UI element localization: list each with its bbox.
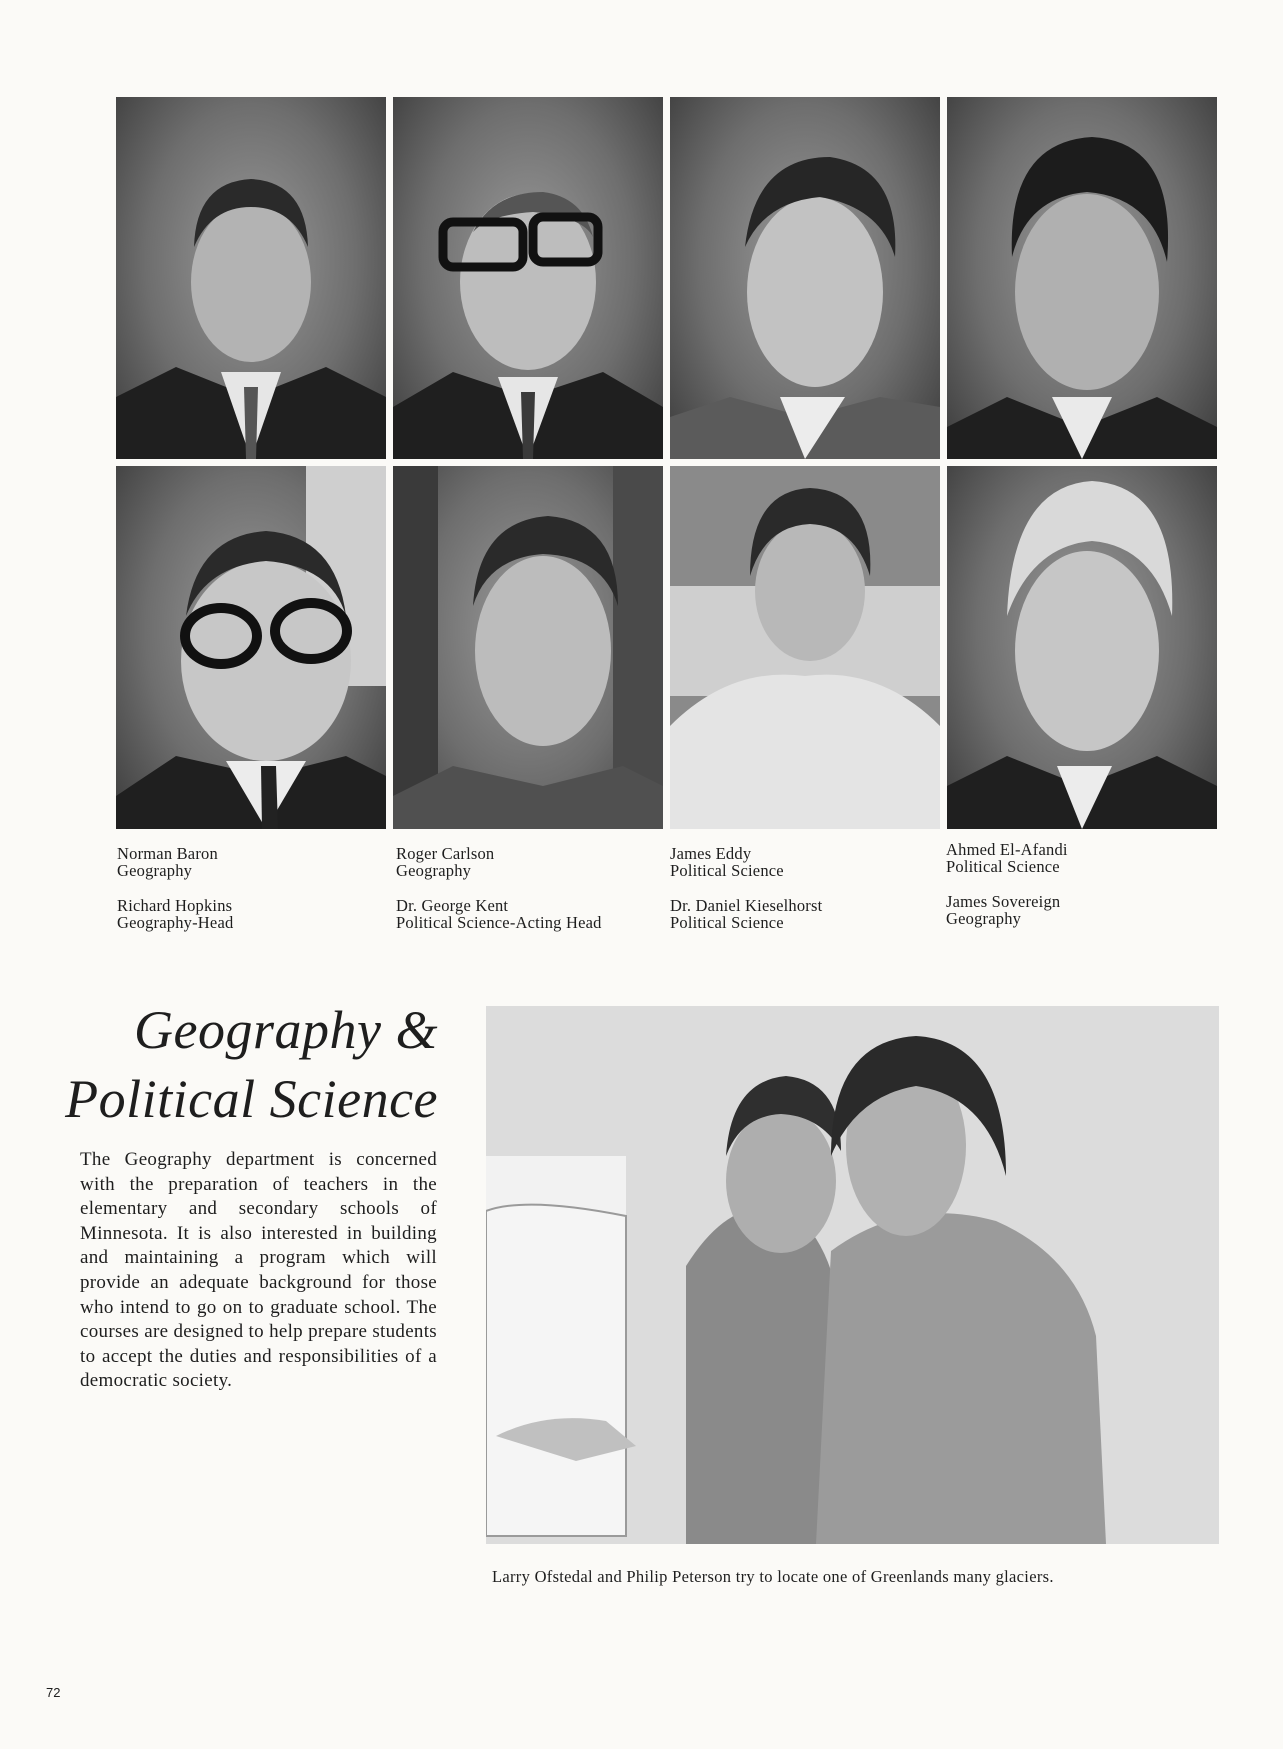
faculty-name: Dr. Daniel Kieselhorst (670, 896, 823, 915)
faculty-dept: Geography (117, 861, 193, 880)
portrait-james-sovereign (947, 466, 1217, 829)
portrait-daniel-kieselhorst (670, 466, 940, 829)
caption-column-4 (946, 841, 1068, 927)
faculty-dept: Political Science-Acting Head (396, 913, 602, 932)
faculty-name: Ahmed El-Afandi (946, 840, 1068, 859)
portrait-james-eddy (670, 97, 940, 459)
faculty-dept: Geography (396, 861, 472, 880)
faculty-dept: Political Science (946, 857, 1060, 876)
faculty-dept: Geography-Head (117, 913, 234, 932)
faculty-name: Roger Carlson (396, 844, 495, 863)
faculty-dept: Political Science (670, 913, 784, 932)
section-title-line-1: Geography & (134, 1000, 438, 1060)
page-number: 72 (46, 1685, 61, 1700)
portrait-norman-baron (116, 97, 386, 459)
portrait-ahmed-el-afandi (947, 97, 1217, 459)
caption-column-2 (396, 845, 602, 931)
photo-caption: Larry Ofstedal and Philip Peterson try to locate one of Greenlands many glaciers. (492, 1567, 1054, 1586)
faculty-dept: Political Science (670, 861, 784, 880)
portrait-roger-carlson (393, 97, 663, 459)
faculty-name: Dr. George Kent (396, 896, 509, 915)
caption-column-3 (670, 845, 822, 931)
faculty-name: James Eddy (670, 844, 752, 863)
portrait-richard-hopkins (116, 466, 386, 829)
article-body: The Geography department is concerned with the preparation of teachers in the elementary and secondary schools of Minnesota. It is also interested in building and maintaining a program which will provide an adequate background for those who intend to go on to graduate school. The courses are designed to help prepare students to accept the duties and responsibilities of a democratic society. (80, 1149, 437, 1392)
portrait-george-kent (393, 466, 663, 829)
faculty-name: Richard Hopkins (117, 896, 233, 915)
section-title-line-2: Political Science (65, 1069, 438, 1129)
faculty-name: James Sovereign (946, 892, 1061, 911)
faculty-dept: Geography (946, 909, 1022, 928)
caption-column-1 (117, 845, 233, 931)
classroom-photo (486, 1006, 1219, 1544)
faculty-name: Norman Baron (117, 844, 218, 863)
section-title (65, 996, 438, 1134)
